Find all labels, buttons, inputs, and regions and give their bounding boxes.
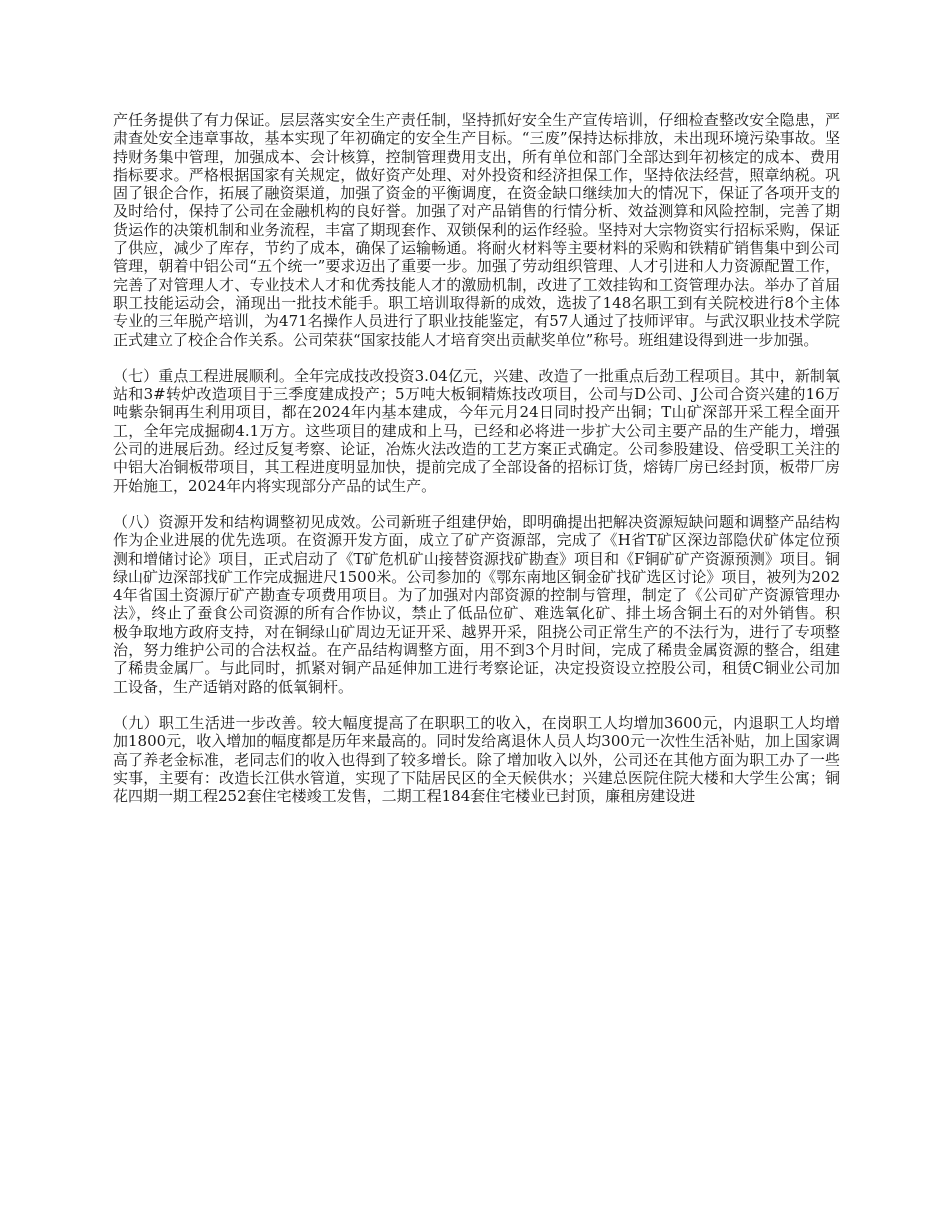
document-page xyxy=(113,111,840,823)
paragraph-resource-development: （八）资源开发和结构调整初见成效。公司新班子组建伊始，即明确提出把解决资源短缺问题和调整产品结构作为企业进展的优先选项。在资源开发方面，成立了矿产资源部，完成了《H省T矿区深边部隐伏矿体定位预测和增储讨论》项目，正式启动了《T矿危机矿山接替资源找矿勘查》项目和《F铜矿矿产资源预测》项目。铜绿山矿边深部找矿工作完成掘进尺1500米。公司参加的《鄂东南地区铜金矿找矿选区讨论》项目，被列为2024年省国土资源厅矿产勘查专项费用项目。为了加强对内部资源的控制与管理，制定了《公司矿产资源管理办法》，终止了蚕食公司资源的所有合作协议，禁止了低品位矿、难选氧化矿、排土场含铜土石的对外销售。积极争取地方政府支持，对在铜绿山矿周边无证开采、越界开采，阻挠公司正常生产的不法行为，进行了专项整治，努力维护公司的合法权益。在产品结构调整方面，用不到3个月时间，完成了稀贵金属资源的整合，组建了稀贵金属厂。与此同时，抓紧对铜产品延伸加工进行考察论证，决定投资设立控股公司，租赁C铜业公司加工设备，生产适销对路的低氧铜杆。 xyxy=(113,512,840,696)
paragraph-staff-welfare: （九）职工生活进一步改善。较大幅度提高了在职职工的收入，在岗职工人均增加3600元，内退职工人均增加1800元，收入增加的幅度都是历年来最高的。同时发给离退休人员人均300元一次性生活补贴，加上国家调高了养老金标准，老同志们的收入也得到了较多增长。除了增加收入以外，公司还在其他方面为职工办了一些实事，主要有：改造长江供水管道，实现了下陆居民区的全天候供水；兴建总医院住院大楼和大学生公寓；铜花四期一期工程252套住宅楼竣工发售，二期工程184套住宅楼业已封顶，廉租房建设进 xyxy=(113,713,840,806)
paragraph-safety-finance-training: 产任务提供了有力保证。层层落实安全生产责任制，坚持抓好安全生产宣传培训，仔细检查整改安全隐患，严肃查处安全违章事故，基本实现了年初确定的安全生产目标。“三废”保持达标排放，未出现环境污染事故。坚持财务集中管理，加强成本、会计核算，控制管理费用支出，所有单位和部门全部达到年初核定的成本、费用指标要求。严格根据国家有关规定，做好资产处理、对外投资和经济担保工作，坚持依法经营，照章纳税。巩固了银企合作，拓展了融资渠道，加强了资金的平衡调度，在资金缺口继续加大的情况下，保证了各项开支的及时给付，保持了公司在金融机构的良好誉。加强了对产品销售的行情分析、效益测算和风险控制，完善了期货运作的决策机制和业务流程，丰富了期现套作、双锁保利的运作经验。坚持对大宗物资实行招标采购，保证了供应，减少了库存，节约了成本，确保了运输畅通。将耐火材料等主要材料的采购和铁精矿销售集中到公司管理，朝着中铝公司“五个统一”要求迈出了重要一步。加强了劳动组织管理、人才引进和人力资源配置工作，完善了对管理人才、专业技术人才和优秀技能人才的激励机制，改进了工效挂钩和工资管理办法。举办了首届职工技能运动会，涌现出一批技术能手。职工培训取得新的成效，选拔了148名职工到有关院校进行8个主体专业的三年脱产培训，为471名操作人员进行了职业技能鉴定，有57人通过了技师评审。与武汉职业技术学院正式建立了校企合作关系。公司荣获“国家技能人才培育突出贡献奖单位”称号。班组建设得到进一步加强。 xyxy=(113,111,840,349)
paragraph-key-projects: （七）重点工程进展顺利。全年完成技改投资3.04亿元，兴建、改造了一批重点后劲工程项目。其中，新制氧站和3#转炉改造项目于三季度建成投产；5万吨大板铜精炼技改项目，公司与D公司、J公司合资兴建的16万吨紫杂铜再生利用项目，都在2024年内基本建成，今年元月24日同时投产出铜；T山矿深部开采工程全面开工，全年完成掘砌4.1万方。这些项目的建成和上马，已经和必将进一步扩大公司主要产品的生产能力，增强公司的进展后劲。经过反复考察、论证，冶炼火法改造的工艺方案正式确定。公司参股建设、倍受职工关注的中铝大冶铜板带项目，其工程进度明显加快，提前完成了全部设备的招标订货，熔铸厂房已经封顶，板带厂房开始施工，2024年内将实现部分产品的试生产。 xyxy=(113,366,840,495)
